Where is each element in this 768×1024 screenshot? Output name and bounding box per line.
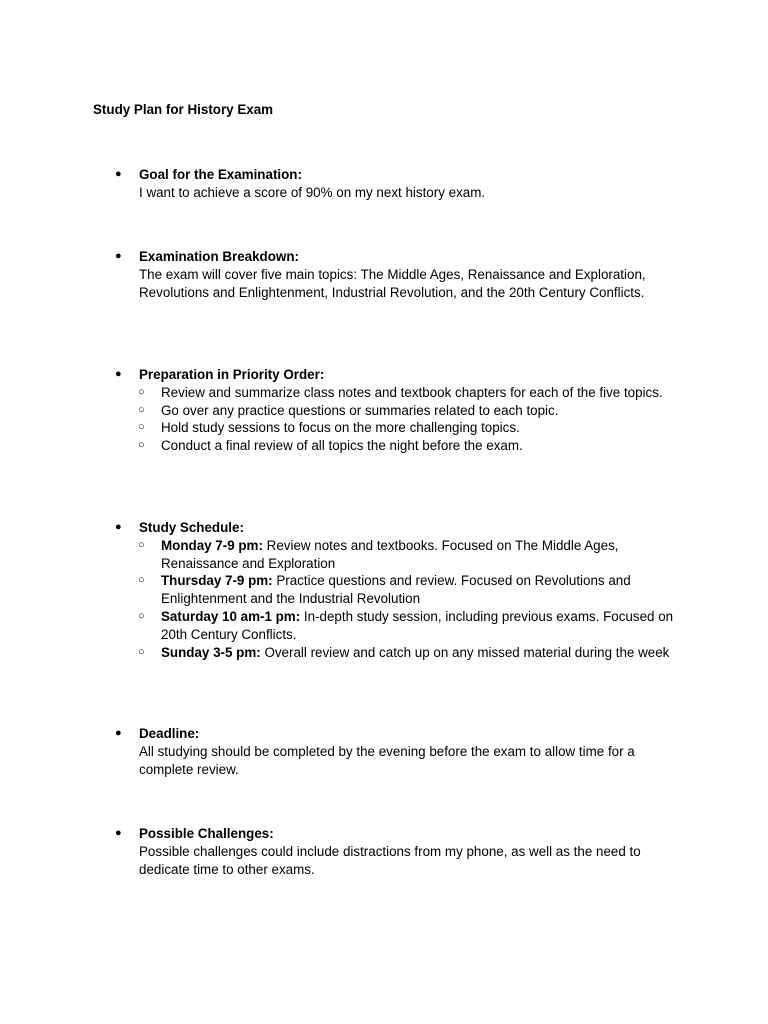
schedule-item: [115, 644, 685, 662]
section-schedule: [115, 519, 685, 661]
schedule-item-text: [161, 572, 685, 608]
section-text: I want to achieve a score of 90% on my next history exam.: [139, 184, 486, 200]
section-preparation: [115, 366, 685, 455]
bullet-icon: ●: [115, 827, 122, 839]
sub-bullet-icon: ○: [138, 385, 145, 398]
section-heading: Goal for the Examination:: [139, 167, 302, 182]
schedule-item: [115, 537, 685, 573]
schedule-day-label: Monday 7-9 pm:: [161, 537, 263, 553]
section-heading: Examination Breakdown:: [139, 249, 299, 264]
section-heading: Deadline:: [139, 726, 200, 741]
list-item-text: Conduct a final review of all topics the night before the exam.: [161, 438, 523, 454]
section-text: The exam will cover five main topics: The Middle Ages, Renaissance and Exploration, Revolutions and Enlightenment, Industrial Revolution, and the 20th Century Conflicts.: [139, 266, 646, 300]
section-heading: Study Schedule:: [139, 520, 244, 535]
schedule-day-label: Sunday 3-5 pm:: [161, 644, 261, 660]
sub-bullet-icon: ○: [138, 421, 145, 434]
sub-bullet-icon: ○: [138, 574, 145, 587]
list-item-text: Review and summarize class notes and textbook chapters for each of the five topics.: [161, 384, 663, 400]
sub-bullet-icon: ○: [138, 403, 145, 416]
bullet-icon: ●: [115, 368, 122, 380]
sub-bullet-icon: ○: [138, 645, 145, 658]
bullet-icon: ●: [115, 250, 122, 262]
section-text: Possible challenges could include distractions from my phone, as well as the need to dedicate time to other exams.: [139, 843, 641, 877]
schedule-description: Overall review and catch up on any missed material during the week: [260, 644, 670, 660]
schedule-item-text: [161, 537, 685, 573]
list-item-text: Go over any practice questions or summaries related to each topic.: [161, 402, 559, 418]
bullet-icon: ●: [115, 168, 122, 180]
section-breakdown: [115, 248, 685, 301]
schedule-item-text: [161, 608, 685, 644]
schedule-day-label: Saturday 10 am-1 pm:: [161, 608, 301, 624]
bullet-icon: ●: [115, 521, 122, 533]
schedule-item-text: [161, 644, 685, 662]
schedule-description: Review notes and textbooks. Focused on The Middle Ages, Renaissance and Exploration: [161, 537, 619, 571]
section-challenges: [115, 825, 685, 878]
schedule-day-label: Thursday 7-9 pm:: [161, 573, 273, 589]
section-deadline: [115, 725, 685, 778]
document-title: Study Plan for History Exam: [93, 102, 274, 117]
section-heading: Possible Challenges:: [139, 826, 274, 841]
list-item: [115, 402, 685, 420]
sub-bullet-icon: ○: [138, 439, 145, 452]
list-item-text: Hold study sessions to focus on the more challenging topics.: [161, 420, 520, 436]
list-item: [115, 384, 685, 402]
schedule-item: [115, 608, 685, 644]
sub-bullet-icon: ○: [138, 609, 145, 622]
preparation-list: [115, 384, 685, 455]
list-item: [115, 419, 685, 437]
sub-bullet-icon: ○: [138, 538, 145, 551]
schedule-item: [115, 572, 685, 608]
schedule-description: In-depth study session, including previous exams. Focused on 20th Century Conflicts.: [161, 608, 674, 642]
section-heading: Preparation in Priority Order:: [139, 367, 325, 382]
list-item: [115, 437, 685, 455]
section-text: All studying should be completed by the evening before the exam to allow time for a complete review.: [139, 743, 635, 777]
schedule-list: [115, 537, 685, 662]
section-goal: [115, 166, 685, 202]
schedule-description: Practice questions and review. Focused on Revolutions and Enlightenment and the Industrial Revolution: [161, 573, 631, 607]
bullet-icon: ●: [115, 727, 122, 739]
